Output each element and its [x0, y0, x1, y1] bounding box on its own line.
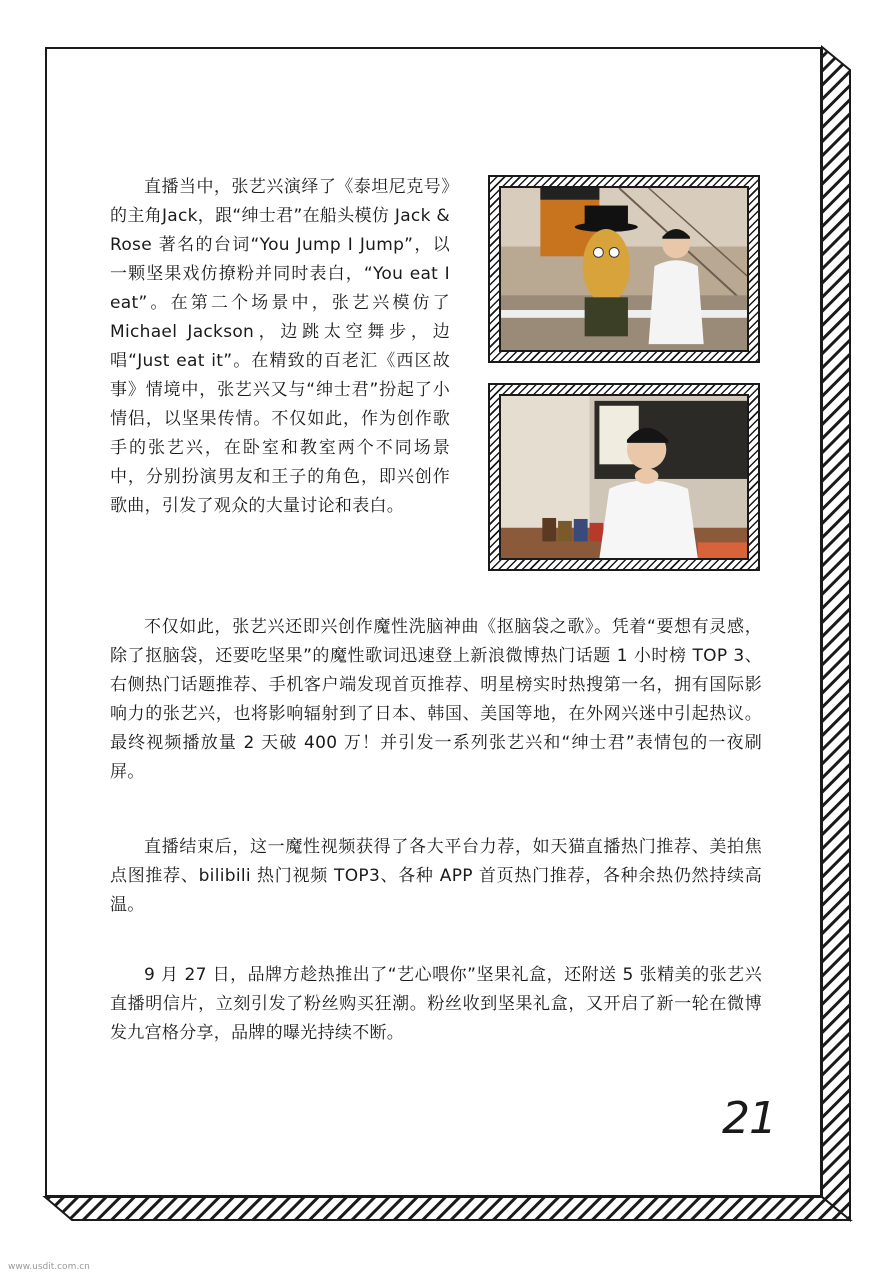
photo-frame-titanic	[488, 175, 760, 363]
photo-frame-classroom	[488, 383, 760, 571]
paragraph-after-live: 直播结束后，这一魔性视频获得了各大平台力荐，如天猫直播热门推荐、美拍焦点图推荐、bilibili 热门视频 TOP3、各种 APP 首页热门推荐，各种余热仍然持续高温。	[110, 837, 762, 915]
page-number: 21	[722, 1093, 776, 1144]
paragraph-song: 不仅如此，张艺兴还即兴创作魔性洗脑神曲《抠脑袋之歌》。凭着“要想有灵感，除了抠脑袋，还要吃坚果”的魔性歌词迅速登上新浪微博热门话题 1 小时榜 TOP 3、右侧热门话题推荐、手机客户端发现首页推荐、明星榜实时热搜第一名，拥有国际影响力的张艺兴，也将影响辐射到了日本、韩国、美国等地，在外网兴迷中引起热议。最终视频播放量 2 天破 400 万！并引发一系列张艺兴和“绅士君”表情包的一夜刷屏。	[110, 617, 762, 782]
classroom-scene-photo	[499, 394, 749, 560]
titanic-scene-photo	[499, 186, 749, 352]
paragraph-intro: 直播当中，张艺兴演绎了《泰坦尼克号》的主角Jack，跟“绅士君”在船头模仿 Jack & Rose 著名的台词“You Jump I Jump”，以一颗坚果戏仿撩粉并同时表白，“You eat I eat”。在第二个场景中，张艺兴模仿了 Michael Jackson，边跳太空舞步，边唱“Just eat it”。在精致的百老汇《西区故事》情境中，张艺兴又与“绅士君”扮起了小情侣，以坚果传情。不仅如此，作为创作歌手的张艺兴，在卧室和教室两个不同场景中，分别扮演男友和王子的角色，即兴创作歌曲，引发了观众的大量讨论和表白。	[110, 177, 450, 516]
watermark-text: www.usdit.com.cn	[8, 1262, 90, 1272]
paragraph-gift-box: 9 月 27 日，品牌方趁热推出了“艺心喂你”坚果礼盒，还附送 5 张精美的张艺兴直播明信片，立刻引发了粉丝购买狂潮。粉丝收到坚果礼盒，又开启了新一轮在微博发九宫格分享，品牌的曝光持续不断。	[110, 965, 762, 1043]
